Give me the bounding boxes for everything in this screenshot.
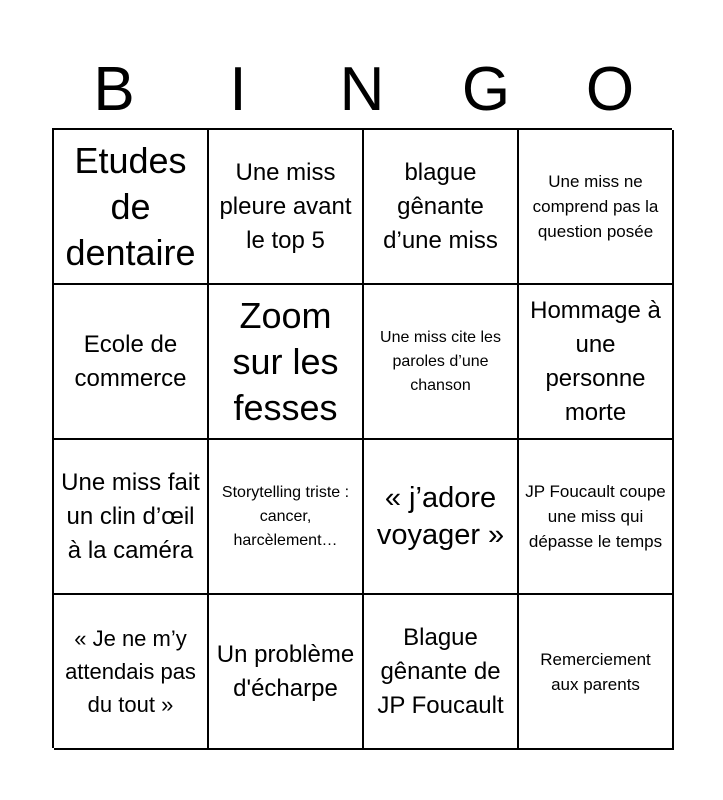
bingo-cell[interactable] <box>364 285 519 440</box>
header-letter-o: O <box>585 55 635 124</box>
bingo-cell[interactable] <box>54 595 209 750</box>
cell-text: « j’adore voyager » <box>376 481 505 551</box>
cell-text: Remerciement aux parents <box>540 649 651 694</box>
header-letter-b: B <box>93 55 135 124</box>
cell-text: « Je ne m’y attendais pas du tout » <box>65 626 196 717</box>
cell-text: Etudes de dentaire <box>65 139 196 273</box>
cell-text: Un problème d'écharpe <box>216 640 355 702</box>
bingo-cell[interactable] <box>519 595 674 750</box>
header-letter-g: G <box>461 55 511 124</box>
bingo-cell[interactable] <box>209 595 364 750</box>
bingo-cell[interactable] <box>364 595 519 750</box>
cell-text: Une miss ne comprend pas la question posée <box>532 172 659 241</box>
cell-text: Storytelling triste : cancer, harcèlement… <box>221 483 350 549</box>
bingo-cell[interactable] <box>209 440 364 595</box>
bingo-cell[interactable] <box>519 130 674 285</box>
bingo-cell[interactable] <box>54 285 209 440</box>
header-letter-n: N <box>339 55 385 124</box>
bingo-cell[interactable] <box>364 440 519 595</box>
cell-text: Zoom sur les fesses <box>232 294 339 428</box>
bingo-cell[interactable] <box>364 130 519 285</box>
cell-text: Hommage à une personne morte <box>530 296 661 426</box>
cell-text: Une miss fait un clin d’œil à la caméra <box>61 468 200 564</box>
bingo-cell[interactable] <box>54 130 209 285</box>
cell-text: blague gênante d’une miss <box>383 158 498 254</box>
header-letter-i: I <box>229 55 247 124</box>
bingo-cell[interactable] <box>209 285 364 440</box>
cell-text: Une miss cite les paroles d’une chanson <box>380 328 501 394</box>
bingo-cell[interactable] <box>54 440 209 595</box>
bingo-grid <box>52 128 672 748</box>
cell-text: JP Foucault coupe une miss qui dépasse le temps <box>525 482 666 551</box>
bingo-cell[interactable] <box>519 440 674 595</box>
bingo-header <box>52 52 672 128</box>
cell-text: Ecole de commerce <box>74 330 187 392</box>
cell-text: Une miss pleure avant le top 5 <box>219 158 352 254</box>
bingo-cell[interactable] <box>519 285 674 440</box>
cell-text: Blague gênante de JP Foucault <box>377 623 504 719</box>
bingo-cell[interactable] <box>209 130 364 285</box>
